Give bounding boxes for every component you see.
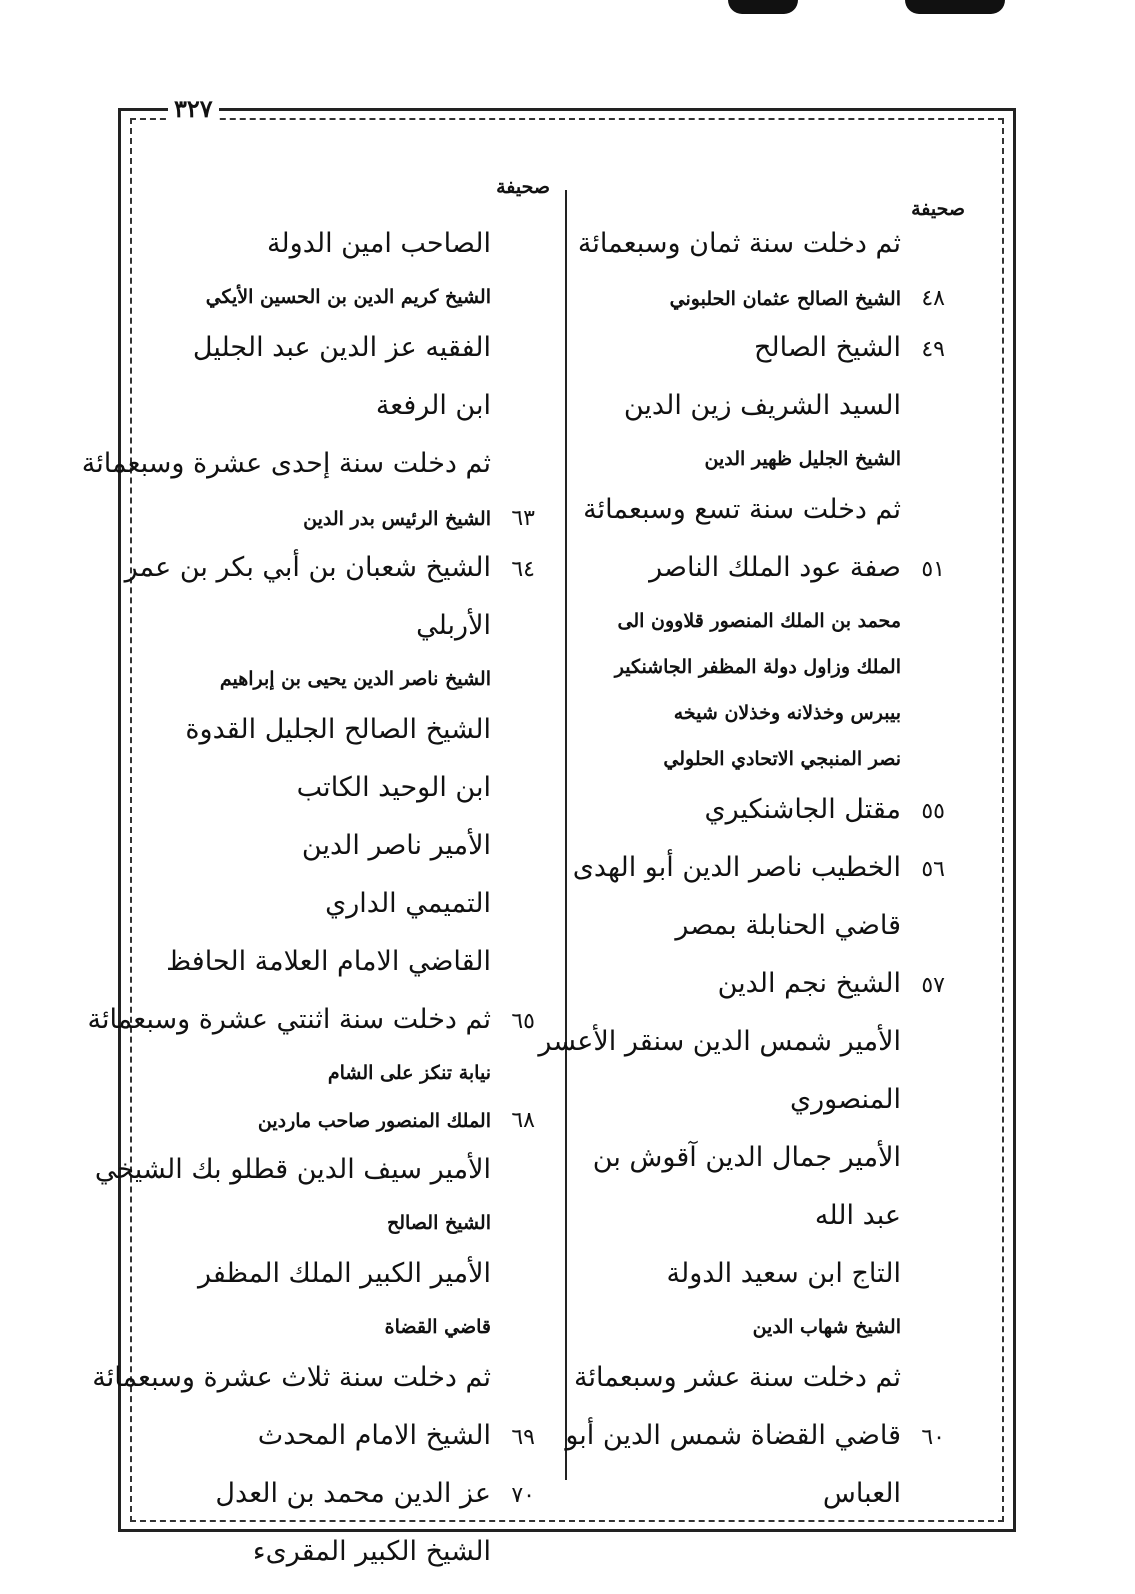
entry-page-number: ٦٤: [511, 557, 535, 582]
entry-page-number: ٧٠: [511, 1483, 535, 1508]
index-entry: [195, 1316, 535, 1362]
entry-title: الشيخ الكبير المقرىء: [252, 1536, 491, 1567]
index-entry: [585, 794, 945, 852]
index-entry: [195, 286, 535, 332]
index-entry: [195, 668, 535, 714]
column-header-left: صحيفة: [496, 176, 550, 198]
entry-title: العباس: [822, 1478, 901, 1509]
entry-page-number: ٥٦: [921, 857, 945, 882]
entry-title: نصر المنبجي الاتحادي الحلولي: [663, 748, 901, 770]
entry-title: الأمير ناصر الدين: [301, 830, 491, 861]
entry-title: السيد الشريف زين الدين: [623, 390, 901, 421]
left-column: [81, 228, 535, 1594]
index-entry: [195, 228, 535, 286]
entry-title: الشيخ كريم الدين بن الحسين الأيكي: [205, 286, 491, 308]
entry-title: الشيخ شهاب الدين: [752, 1316, 901, 1338]
entry-title: قاضي القضاة: [384, 1316, 491, 1338]
index-entry: [195, 1478, 535, 1536]
index-entry: [585, 390, 945, 448]
entry-page-number: ٤٨: [921, 286, 945, 311]
entry-page-number: ٦٩: [511, 1425, 535, 1450]
index-entry: [585, 1316, 945, 1362]
entry-title: الأمير جمال الدين آقوش بن: [592, 1142, 901, 1173]
index-entry: [195, 1420, 535, 1478]
entry-title: ثم دخلت سنة إحدى عشرة وسبعمائة: [81, 448, 491, 479]
index-entry: [577, 228, 945, 286]
index-entry: [585, 494, 945, 552]
column-divider: [565, 190, 567, 1480]
scan-mark: [905, 0, 1005, 14]
index-entry: [92, 1362, 535, 1420]
entry-title: ثم دخلت سنة ثلاث عشرة وسبعمائة: [92, 1362, 491, 1393]
entry-title: الأمير الكبير الملك المظفر: [197, 1258, 491, 1289]
entry-title: الفقيه عز الدين عبد الجليل: [192, 332, 491, 363]
entry-title: محمد بن الملك المنصور قلاوون الى: [617, 610, 901, 632]
entry-title: الأمير سيف الدين قطلو بك الشيخي: [94, 1154, 491, 1185]
entry-page-number: ٦٣: [511, 506, 535, 531]
index-entry: [585, 1478, 945, 1536]
entry-title: ثم دخلت سنة تسع وسبعمائة: [583, 494, 901, 525]
entry-page-number: ٦٥: [511, 1009, 535, 1034]
index-entry: [195, 506, 535, 552]
right-column: [538, 228, 945, 1536]
page-number: ٣٢٧: [168, 94, 219, 123]
index-entry: [195, 772, 535, 830]
entry-title: بيبرس وخذلانه وخذلان شيخه: [673, 702, 901, 724]
scan-mark: [728, 0, 798, 14]
entry-title: الشيخ الجليل ظهير الدين: [704, 448, 901, 470]
entry-title: الخطيب ناصر الدين أبو الهدى: [572, 852, 901, 883]
index-entry: [81, 448, 535, 506]
index-entry: [195, 888, 535, 946]
index-entry: [572, 852, 945, 910]
entry-title: الشيخ نجم الدين: [717, 968, 901, 999]
entry-title: الصاحب امين الدولة: [266, 228, 491, 259]
index-entry: [124, 552, 535, 610]
index-entry: [195, 1212, 535, 1258]
index-entry: [195, 1062, 535, 1108]
entry-title: صفة عود الملك الناصر: [649, 552, 901, 583]
entry-title: الأمير شمس الدين سنقر الأعسر: [538, 1026, 901, 1057]
index-entry: [585, 1258, 945, 1316]
entry-title: الأربلي: [416, 610, 491, 641]
index-entry: [585, 286, 945, 332]
index-entry: [195, 1108, 535, 1154]
entry-title: قاضي القضاة شمس الدين أبو: [565, 1420, 901, 1451]
entry-title: ثم دخلت سنة عشر وسبعمائة: [574, 1362, 901, 1393]
entry-title: الشيخ الصالح عثمان الحلبوني: [669, 288, 901, 310]
index-entry: [585, 448, 945, 494]
entry-page-number: ٥٥: [921, 799, 945, 824]
entry-title: مقتل الجاشنكيري: [704, 794, 901, 825]
entry-page-number: ٤٩: [921, 337, 945, 362]
entry-title: عز الدين محمد بن العدل: [215, 1478, 491, 1509]
index-entry: [585, 332, 945, 390]
index-entry: [585, 968, 945, 1026]
index-entry: [585, 656, 945, 702]
index-entry: [585, 552, 945, 610]
index-entry: [574, 1362, 945, 1420]
entry-page-number: ٥١: [921, 557, 945, 582]
index-entry: [166, 946, 535, 1004]
entry-title: نيابة تنكز على الشام: [327, 1062, 491, 1084]
index-entry: [195, 1258, 535, 1316]
index-entry: [87, 1004, 535, 1062]
index-entry: [195, 390, 535, 448]
index-entry: [585, 910, 945, 968]
entry-title: الشيخ الامام المحدث: [257, 1420, 491, 1451]
entry-title: ثم دخلت سنة اثنتي عشرة وسبعمائة: [87, 1004, 491, 1035]
index-entry: [94, 1154, 535, 1212]
index-entry: [585, 1200, 945, 1258]
index-entry: [538, 1026, 945, 1084]
entry-title: الشيخ شعبان بن أبي بكر بن عمر: [124, 552, 491, 583]
index-entry: [565, 1420, 945, 1478]
entry-page-number: ٥٧: [921, 973, 945, 998]
index-entry: [585, 610, 945, 656]
entry-title: الشيخ الصالح: [754, 332, 901, 363]
entry-title: المنصوري: [789, 1084, 901, 1115]
index-entry: [195, 610, 535, 668]
index-entry: [585, 748, 945, 794]
index-entry: [585, 1084, 945, 1142]
entry-page-number: ٦٠: [921, 1425, 945, 1450]
entry-title: الملك المنصور صاحب ماردين: [257, 1110, 491, 1132]
entry-title: التاج ابن سعيد الدولة: [666, 1258, 901, 1289]
index-entry: [195, 1536, 535, 1594]
entry-title: الملك وزاول دولة المظفر الجاشنكير: [614, 656, 901, 678]
entry-page-number: ٦٨: [511, 1108, 535, 1133]
entry-title: التميمي الداري: [325, 888, 491, 919]
index-entry: [585, 1142, 945, 1200]
entry-title: الشيخ الصالح الجليل القدوة: [185, 714, 491, 745]
entry-title: ابن الرفعة: [375, 390, 491, 421]
entry-title: ثم دخلت سنة ثمان وسبعمائة: [577, 228, 901, 259]
entry-title: الشيخ الصالح: [386, 1212, 491, 1234]
index-entry: [185, 714, 535, 772]
index-entry: [195, 830, 535, 888]
entry-title: قاضي الحنابلة بمصر: [675, 910, 901, 941]
column-header-right: صحيفة: [911, 198, 965, 220]
entry-title: القاضي الامام العلامة الحافظ: [166, 946, 491, 977]
entry-title: الشيخ ناصر الدين يحيى بن إبراهيم: [219, 668, 491, 690]
index-entry: [192, 332, 535, 390]
index-entry: [585, 702, 945, 748]
entry-title: ابن الوحيد الكاتب: [296, 772, 491, 803]
entry-title: الشيخ الرئيس بدر الدين: [303, 508, 491, 530]
entry-title: عبد الله: [814, 1200, 901, 1231]
